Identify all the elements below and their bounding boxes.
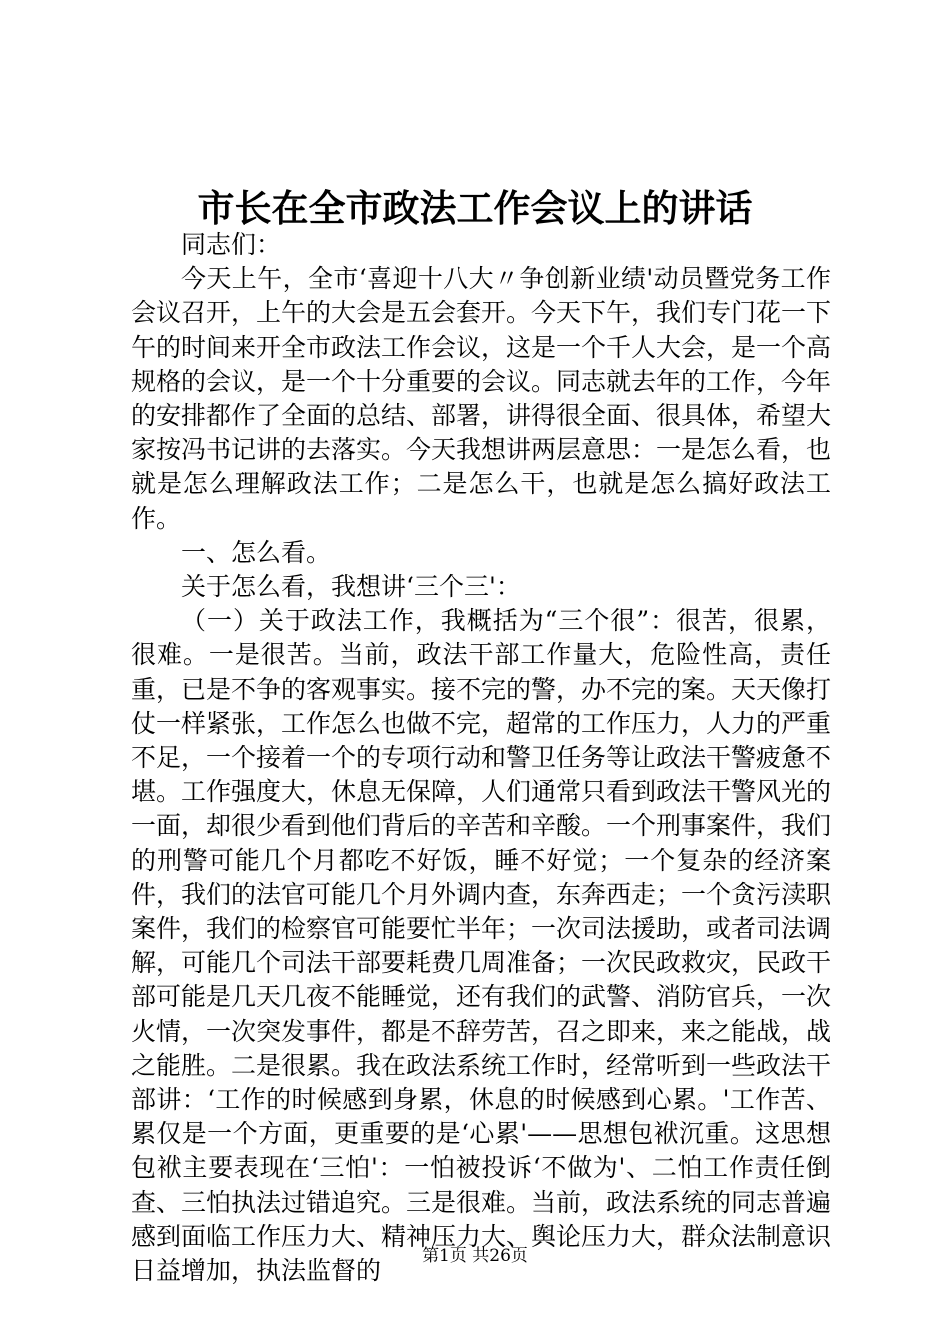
paragraph-intro: 今天上午，全市‘喜迎十八大〃争创新业绩'动员暨党务工作会议召开，上午的大会是五会套开。今天下午，我们专门花一下午的时间来开全市政法工作会议，这是一个千人大会，是一个高规格的会议，是一个十分重要的会议。同志就去年的工作，今年的安排都作了全面的总结、部署，讲得很全面、很具体，希望大家按冯书记讲的去落实。今天我想讲两层意思：一是怎么看，也就是怎么理解政法工作；二是怎么干，也就是怎么搞好政法工作。 [131, 264, 832, 533]
document-body [131, 228, 831, 1288]
paragraph-lead: 关于怎么看，我想讲‘三个三'： [181, 572, 521, 602]
page-number-footer: 第1页 共26页 [422, 1246, 528, 1266]
document-title: 市长在全市政法工作会议上的讲话 [197, 187, 753, 230]
paragraph-body: （一）关于政法工作，我概括为“三个很”：很苦，很累，很难。一是很苦。当前，政法干部工作量大，危险性高，责任重，已是不争的客观事实。接不完的警，办不完的案。天天像打仗一样紧张，工作怎么也做不完，超常的工作压力，人力的严重不足，一个接着一个的专项行动和警卫任务等让政法干警疲惫不堪。工作强度大，休息无保障，人们通常只看到政法干警风光的一面，却很少看到他们背后的辛苦和辛酸。一个刑事案件，我们的刑警可能几个月都吃不好饭，睡不好觉；一个复杂的经济案件，我们的法官可能几个月外调内查，东奔西走；一个贪污渎职案件，我们的检察官可能要忙半年；一次司法援助，或者司法调解，可能几个司法干部要耗费几周准备；一次民政救灾，民政干部可能是几天几夜不能睡觉，还有我们的武警、消防官兵，一次火情，一次突发事件，都是不辞劳苦，召之即来，来之能战，战之能胜。二是很累。我在政法系统工作时，经常听到一些政法干部讲：‘工作的时候感到身累，休息的时候感到心累。'工作苦、累仅是一个方面，更重要的是‘心累'——思想包袱沉重。这思想包袱主要表现在‘三怕'：一怕被投诉‘不做为'、二怕工作责任倒查、三怕执法过错追究。三是很难。当前，政法系统的同志普遍感到面临工作压力大、精神压力大、舆论压力大，群众法制意识日益增加，执法监督的 [131, 606, 832, 1286]
section-heading: 一、怎么看。 [181, 537, 332, 567]
paragraph-salutation: 同志们： [181, 230, 282, 259]
